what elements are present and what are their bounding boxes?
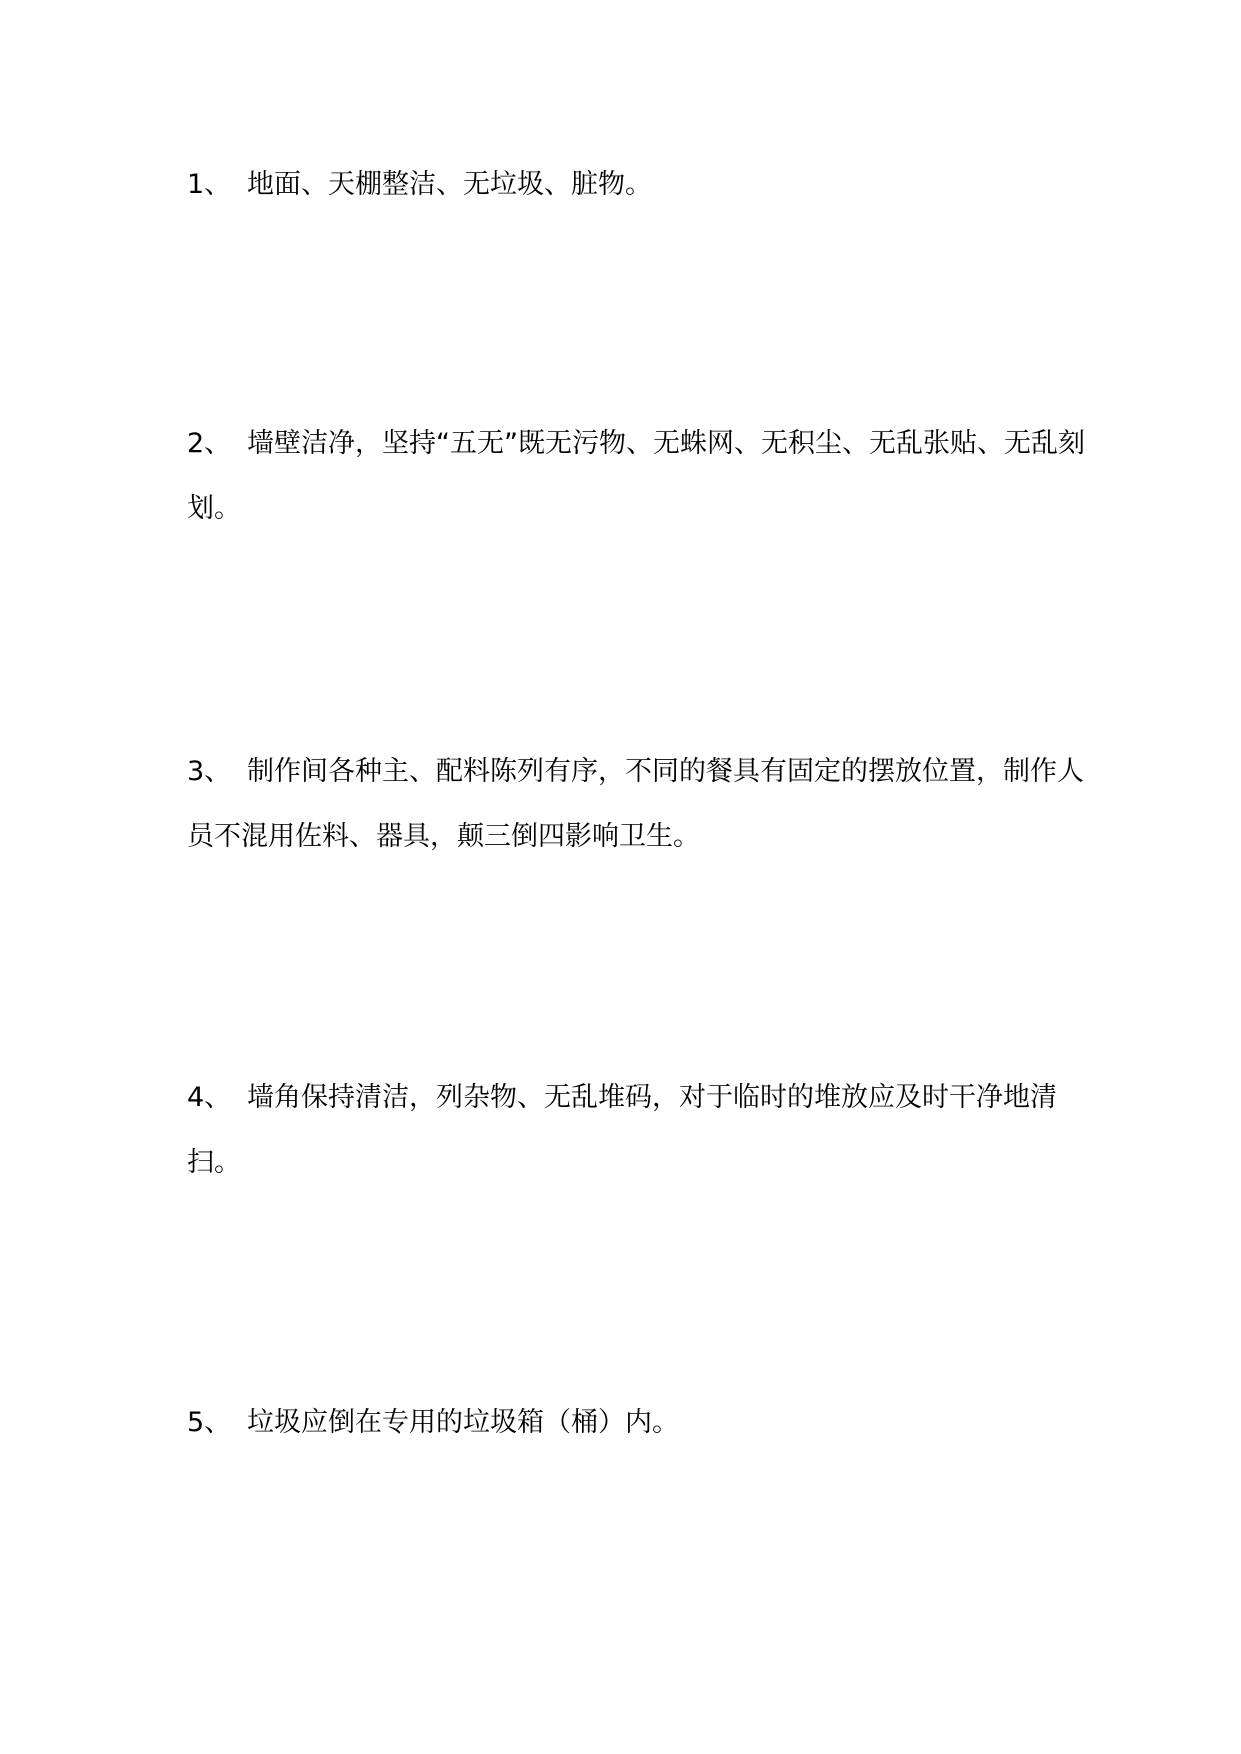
item-number: 2、 bbox=[187, 428, 232, 459]
item-number: 1、 bbox=[187, 169, 232, 200]
list-item bbox=[187, 152, 1087, 217]
list-item bbox=[187, 411, 1087, 541]
item-text: 垃圾应倒在专用的垃圾箱（桶）内。 bbox=[247, 1407, 679, 1438]
item-text: 墙角保持清洁，列杂物、无乱堆码，对于临时的堆放应及时干净地清扫。 bbox=[187, 1082, 1057, 1178]
item-number: 5、 bbox=[187, 1407, 232, 1438]
item-number: 3、 bbox=[187, 756, 232, 787]
item-number: 4、 bbox=[187, 1082, 232, 1113]
item-text: 地面、天棚整洁、无垃圾、脏物。 bbox=[247, 169, 652, 200]
list-item bbox=[187, 1390, 1087, 1455]
list-item bbox=[187, 1065, 1087, 1195]
item-text: 墙壁洁净，坚持“五无”既无污物、无蛛网、无积尘、无乱张贴、无乱刻划。 bbox=[187, 428, 1085, 524]
item-text: 制作间各种主、配料陈列有序，不同的餐具有固定的摆放位置，制作人员不混用佐料、器具，颠三倒四影响卫生。 bbox=[187, 756, 1084, 852]
list-item bbox=[187, 739, 1087, 869]
